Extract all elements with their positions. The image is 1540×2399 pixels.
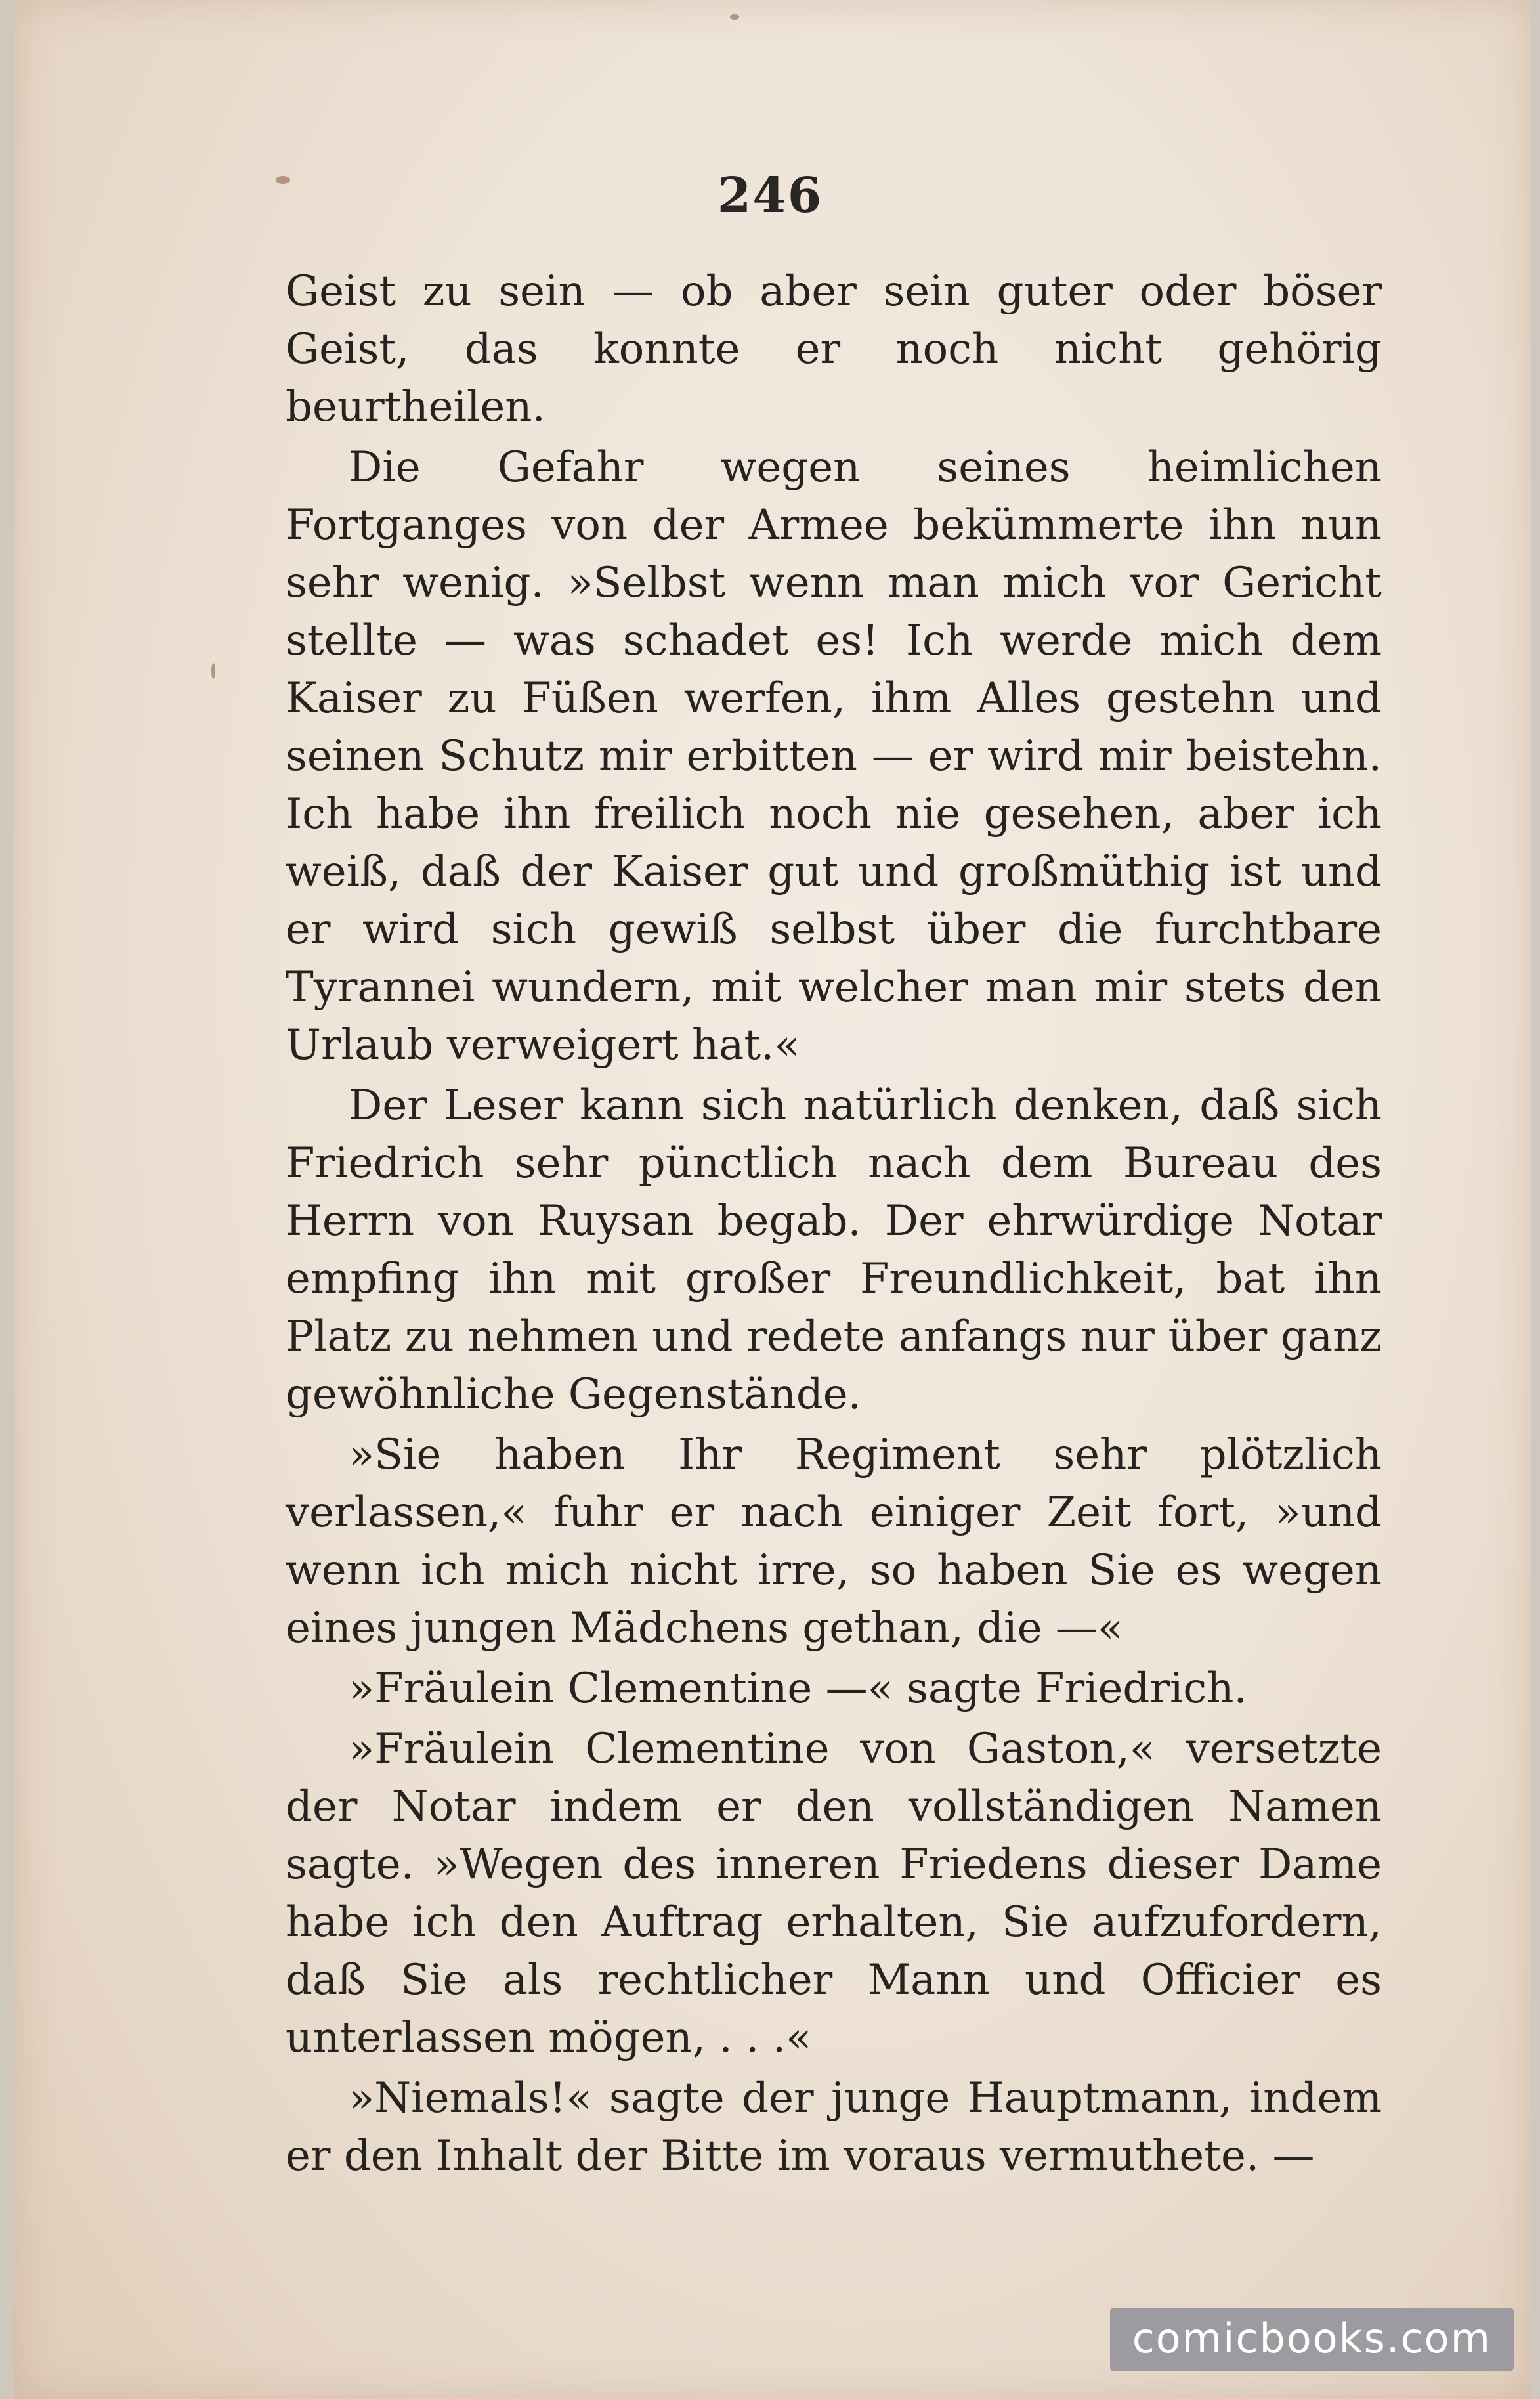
page-number: 246 [717, 167, 823, 224]
paragraph: »Sie haben Ihr Regiment sehr plötzlich verlassen,« fuhr er nach einiger Zeit fort, »und wenn ich mich nicht irre, so haben Sie es wegen eines jungen Mädchens gethan, die —« [286, 1431, 1382, 1653]
paper-speck [730, 14, 739, 20]
watermark: comicbooks.com [1110, 2308, 1514, 2371]
paragraph: »Fräulein Clementine —« sagte Friedrich. [349, 1664, 1247, 1713]
paper-speck [211, 663, 215, 679]
paragraph: Der Leser kann sich natürlich denken, daß sich Friedrich sehr pünctlich nach dem Bureau des Herrn von Ruysan begab. Der ehrwürdige Notar empfing ihn mit großer Freundlichkeit, bat ihn Platz zu nehmen und redete anfangs nur über ganz gewöhnliche Gegenstände. [286, 1081, 1382, 1419]
paragraph: »Niemals!« sagte der junge Hauptmann, indem er den Inhalt der Bitte im voraus vermuthete. — [286, 2074, 1382, 2180]
paragraph: »Fräulein Clementine von Gaston,« versetzte der Notar indem er den vollständigen Namen sagte. »Wegen des inneren Friedens dieser Dame habe ich den Auftrag erhalten, Sie aufzufordern, daß Sie als rechtlicher Mann und Officier es unterlassen mögen, . . .« [286, 1725, 1382, 2062]
body-text [286, 263, 1382, 2188]
paragraph: Geist zu sein — ob aber sein guter oder böser Geist, das konnte er noch nicht gehörig beurtheilen. [286, 267, 1382, 431]
paragraph: Die Gefahr wegen seines heimlichen Fortganges von der Armee bekümmerte ihn nun sehr wenig. »Selbst wenn man mich vor Gericht stellte — was schadet es! Ich werde mich dem Kaiser zu Füßen werfen, ihm Alles gestehn und seinen Schutz mir erbitten — er wird mir beistehn. Ich habe ihn freilich noch nie gesehen, aber ich weiß, daß der Kaiser gut und großmüthig ist und er wird sich gewiß selbst über die furchtbare Tyrannei wundern, mit welcher man mir stets den Urlaub verweigert hat.« [286, 443, 1382, 1070]
